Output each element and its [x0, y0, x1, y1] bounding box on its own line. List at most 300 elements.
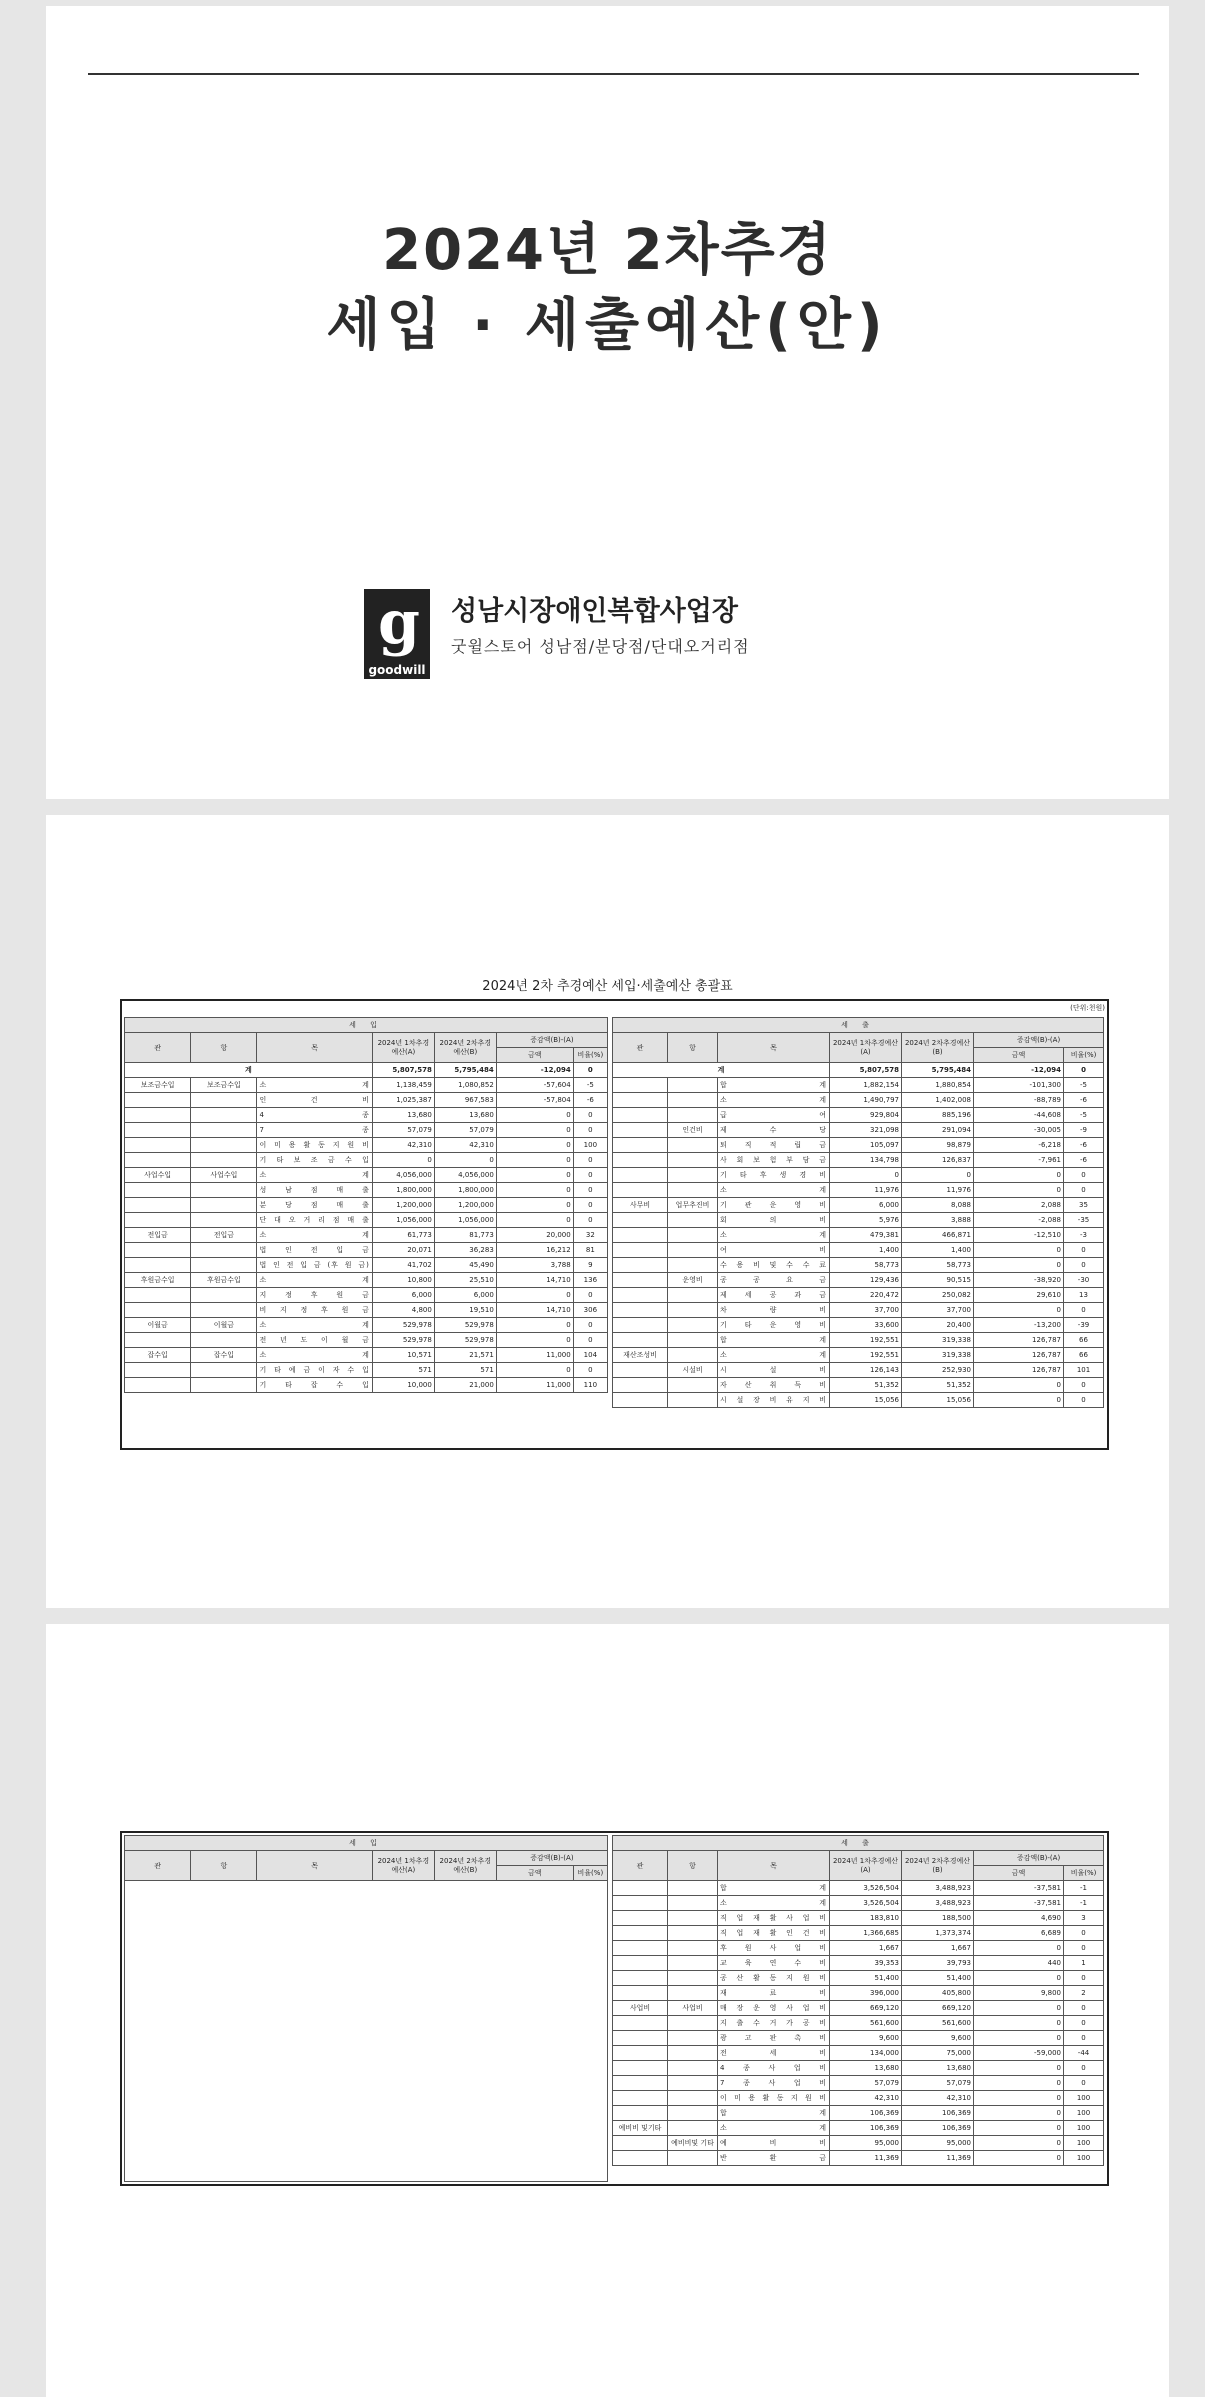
cell-gwan: 잡수입 [125, 1348, 191, 1363]
table-row [125, 1138, 608, 1153]
col-curr: 2024년 2차추경예산(B) [902, 1033, 974, 1063]
cell-ratio: 35 [1064, 1198, 1104, 1213]
cell-gwan: 재산조성비 [613, 1348, 668, 1363]
cell-ratio: -6 [1064, 1153, 1104, 1168]
cell-prev: 20,071 [372, 1243, 434, 1258]
cell-hang [668, 1288, 718, 1303]
cell-mok: 회 의 비 [718, 1213, 830, 1228]
cell-prev: 192,551 [830, 1333, 902, 1348]
cell-prev: 220,472 [830, 1288, 902, 1303]
table-row [125, 1333, 608, 1348]
cell-mok: 소 계 [257, 1318, 372, 1333]
col-ratio: 비율(%) [1064, 1866, 1104, 1881]
cell-curr: 8,088 [902, 1198, 974, 1213]
cell-mok: 제 세 공 과 금 [718, 1288, 830, 1303]
cell-curr: 291,094 [902, 1123, 974, 1138]
cell-prev: 1,800,000 [372, 1183, 434, 1198]
cell-diff: 29,610 [974, 1288, 1064, 1303]
cell-diff: 0 [974, 1971, 1064, 1986]
cell-ratio: -3 [1064, 1228, 1104, 1243]
cell-gwan [125, 1123, 191, 1138]
revenue-table-body-cont [125, 1881, 608, 2182]
cell-mok: 전 년 도 이 월 금 [257, 1333, 372, 1348]
cell-curr: 1,880,854 [902, 1078, 974, 1093]
cell-gwan [125, 1213, 191, 1228]
cell-mok: 지 출 수 거 가 공 비 [718, 2016, 830, 2031]
revenue-header: 세 입 [125, 1836, 608, 1851]
cell-gwan [125, 1303, 191, 1318]
cell-diff: 126,787 [974, 1333, 1064, 1348]
cell-curr: 39,793 [902, 1956, 974, 1971]
cell-prev: 41,702 [372, 1258, 434, 1273]
cell-diff: 0 [496, 1168, 573, 1183]
cell-prev: 1,200,000 [372, 1198, 434, 1213]
cell-ratio: 100 [1064, 2106, 1104, 2121]
total-diff: -12,094 [496, 1063, 573, 1078]
cell-curr: 106,369 [902, 2106, 974, 2121]
cell-curr: 13,680 [902, 2061, 974, 2076]
cell-gwan [613, 2061, 668, 2076]
table-row [613, 1378, 1104, 1393]
cell-prev: 58,773 [830, 1258, 902, 1273]
expense-section-cont [612, 1835, 1103, 2166]
cell-mok: 비 지 정 후 원 금 [257, 1303, 372, 1318]
cell-diff: -37,581 [974, 1881, 1064, 1896]
cell-diff: 0 [496, 1333, 573, 1348]
cell-diff: -7,961 [974, 1153, 1064, 1168]
cell-diff: 0 [974, 1941, 1064, 1956]
cell-hang [668, 1213, 718, 1228]
cell-curr: 126,837 [902, 1153, 974, 1168]
cell-prev: 321,098 [830, 1123, 902, 1138]
cell-ratio: 0 [573, 1288, 607, 1303]
cell-mok: 광 고 판 촉 비 [718, 2031, 830, 2046]
cell-prev: 57,079 [830, 2076, 902, 2091]
cell-prev: 529,978 [372, 1318, 434, 1333]
cell-ratio: -39 [1064, 1318, 1104, 1333]
cell-curr: 319,338 [902, 1333, 974, 1348]
organization-name: 성남시장애인복합사업장 [451, 596, 738, 627]
cell-gwan [613, 2151, 668, 2166]
table-row [613, 1318, 1104, 1333]
cell-curr: 13,680 [434, 1108, 496, 1123]
cell-prev: 4,056,000 [372, 1168, 434, 1183]
cell-mok: 예 비 비 [718, 2136, 830, 2151]
cell-diff: -37,581 [974, 1896, 1064, 1911]
cell-gwan [125, 1138, 191, 1153]
cell-ratio: 0 [1064, 2001, 1104, 2016]
cell-mok: 기 타 후 생 경 비 [718, 1168, 830, 1183]
cell-hang [191, 1213, 257, 1228]
col-ratio: 비율(%) [573, 1048, 607, 1063]
cell-ratio: 0 [573, 1153, 607, 1168]
cell-diff: 126,787 [974, 1363, 1064, 1378]
col-hang: 항 [668, 1033, 718, 1063]
table-row [613, 2136, 1104, 2151]
total-ratio: 0 [1064, 1063, 1104, 1078]
cell-mok: 4 종 [257, 1108, 372, 1123]
cell-prev: 13,680 [372, 1108, 434, 1123]
continuation-page [46, 1624, 1169, 2397]
cell-mok: 매 장 운 영 사 업 비 [718, 2001, 830, 2016]
cell-mok: 법 인 전 입 금 [257, 1243, 372, 1258]
cell-diff: -12,510 [974, 1228, 1064, 1243]
cell-mok: 기 타 보 조 금 수 입 [257, 1153, 372, 1168]
col-amount: 금액 [496, 1048, 573, 1063]
cell-gwan [613, 1153, 668, 1168]
table-row [613, 1896, 1104, 1911]
cell-ratio: 100 [1064, 2136, 1104, 2151]
cell-gwan [613, 1183, 668, 1198]
col-gwan: 관 [613, 1033, 668, 1063]
revenue-table-cont [124, 1835, 608, 2182]
cell-curr: 250,082 [902, 1288, 974, 1303]
cell-diff: 0 [496, 1363, 573, 1378]
cell-mok: 기 관 운 영 비 [718, 1198, 830, 1213]
cell-ratio: 0 [1064, 1971, 1104, 1986]
cell-prev: 106,369 [830, 2121, 902, 2136]
cell-diff: 0 [974, 2151, 1064, 2166]
cell-hang [668, 1168, 718, 1183]
summary-title: 2024년 2차 추경예산 세입·세출예산 총괄표 [482, 979, 733, 994]
cell-hang [668, 1153, 718, 1168]
table-row [125, 1108, 608, 1123]
cell-hang [668, 1228, 718, 1243]
logo-glyph: g [378, 588, 420, 658]
cell-prev: 571 [372, 1363, 434, 1378]
table-row [613, 2106, 1104, 2121]
total-label: 계 [125, 1063, 373, 1078]
col-hang: 항 [191, 1851, 257, 1881]
cell-prev: 561,600 [830, 2016, 902, 2031]
cell-hang [668, 1183, 718, 1198]
cell-gwan [125, 1333, 191, 1348]
col-diff: 증감액(B)-(A) [974, 1033, 1104, 1048]
cell-diff: 0 [974, 1243, 1064, 1258]
table-row [125, 1273, 608, 1288]
cell-gwan [125, 1258, 191, 1273]
cell-prev: 529,978 [372, 1333, 434, 1348]
cell-diff: 0 [974, 2001, 1064, 2016]
cell-diff: -57,804 [496, 1093, 573, 1108]
table-row [613, 2016, 1104, 2031]
table-row [613, 1168, 1104, 1183]
table-row [613, 1881, 1104, 1896]
cell-hang [191, 1288, 257, 1303]
cell-curr: 21,000 [434, 1378, 496, 1393]
cell-gwan [613, 1228, 668, 1243]
cell-curr: 1,200,000 [434, 1198, 496, 1213]
table-row [613, 1183, 1104, 1198]
total-ratio: 0 [573, 1063, 607, 1078]
cell-prev: 42,310 [830, 2091, 902, 2106]
cell-hang: 보조금수입 [191, 1078, 257, 1093]
cell-gwan: 예비비 및기타 [613, 2121, 668, 2136]
cell-hang: 인건비 [668, 1123, 718, 1138]
cell-diff: 0 [496, 1213, 573, 1228]
cell-hang [191, 1303, 257, 1318]
table-row [613, 1333, 1104, 1348]
cell-mok: 이 미 용 활 동 지 원 비 [257, 1138, 372, 1153]
cell-hang [668, 1896, 718, 1911]
cell-ratio: -9 [1064, 1123, 1104, 1138]
table-row [613, 2001, 1104, 2016]
cell-mok: 합 계 [718, 1078, 830, 1093]
cell-mok: 이 미 용 활 동 지 원 비 [718, 2091, 830, 2106]
cell-mok: 공 공 요 금 [718, 1273, 830, 1288]
cell-hang [668, 1956, 718, 1971]
cell-diff: 0 [974, 1393, 1064, 1408]
cell-ratio: 0 [1064, 1168, 1104, 1183]
cell-ratio: 0 [1064, 2076, 1104, 2091]
cell-mok: 반 환 금 [718, 2151, 830, 2166]
cell-gwan: 사업비 [613, 2001, 668, 2016]
cell-hang: 시설비 [668, 1363, 718, 1378]
cell-curr: 21,571 [434, 1348, 496, 1363]
total-prev: 5,807,578 [830, 1063, 902, 1078]
cell-prev: 95,000 [830, 2136, 902, 2151]
cell-prev: 3,526,504 [830, 1881, 902, 1896]
table-row [125, 1123, 608, 1138]
cell-diff: 0 [974, 1168, 1064, 1183]
cell-hang: 이월금 [191, 1318, 257, 1333]
cell-diff: 0 [496, 1123, 573, 1138]
cell-curr: 561,600 [902, 2016, 974, 2031]
cell-diff: 126,787 [974, 1348, 1064, 1363]
cell-curr: 25,510 [434, 1273, 496, 1288]
cell-curr: 57,079 [902, 2076, 974, 2091]
table-row [613, 1078, 1104, 1093]
table-row [613, 1258, 1104, 1273]
revenue-header: 세 입 [125, 1018, 608, 1033]
cell-mok: 직 업 재 활 인 건 비 [718, 1926, 830, 1941]
table-row [613, 1138, 1104, 1153]
cover-title-line1: 2024년 2차추경 [382, 218, 833, 283]
total-curr: 5,795,484 [902, 1063, 974, 1078]
expense-header: 세 출 [613, 1018, 1104, 1033]
col-amount: 금액 [974, 1048, 1064, 1063]
cell-gwan [613, 1971, 668, 1986]
cell-curr: 188,500 [902, 1911, 974, 1926]
cell-hang: 사업비 [668, 2001, 718, 2016]
cell-mok: 지 정 후 원 금 [257, 1288, 372, 1303]
organization-branches: 굿윌스토어 성남점/분당점/단대오거리점 [451, 637, 750, 656]
cell-diff: 0 [974, 1258, 1064, 1273]
cell-ratio: 136 [573, 1273, 607, 1288]
cell-curr: 81,773 [434, 1228, 496, 1243]
cell-hang [191, 1243, 257, 1258]
cell-curr: 1,400 [902, 1243, 974, 1258]
summary-page [46, 815, 1169, 1608]
cell-curr: 1,080,852 [434, 1078, 496, 1093]
col-diff: 증감액(B)-(A) [496, 1851, 607, 1866]
logo-wordmark: goodwill [364, 661, 430, 679]
cell-hang [668, 2076, 718, 2091]
cell-ratio: 0 [1064, 2031, 1104, 2046]
cell-mok: 시 설 비 [718, 1363, 830, 1378]
cell-mok: 합 계 [718, 2106, 830, 2121]
col-amount: 금액 [974, 1866, 1064, 1881]
cell-gwan [613, 1896, 668, 1911]
cell-diff: 11,000 [496, 1348, 573, 1363]
cell-hang [191, 1258, 257, 1273]
table-row [613, 2061, 1104, 2076]
cell-mok: 교 육 연 수 비 [718, 1956, 830, 1971]
cell-mok: 합 계 [718, 1881, 830, 1896]
cell-prev: 0 [372, 1153, 434, 1168]
cell-diff: 0 [974, 2031, 1064, 2046]
cell-gwan [613, 1273, 668, 1288]
cell-hang [668, 1303, 718, 1318]
cell-mok: 4 종 사 업 비 [718, 2061, 830, 2076]
table-row [613, 2151, 1104, 2166]
col-hang: 항 [668, 1851, 718, 1881]
cell-ratio: -44 [1064, 2046, 1104, 2061]
cell-hang [668, 1078, 718, 1093]
cell-diff: 0 [974, 1303, 1064, 1318]
col-ratio: 비율(%) [1064, 1048, 1104, 1063]
cell-curr: 885,196 [902, 1108, 974, 1123]
cell-hang [191, 1138, 257, 1153]
cell-ratio: 100 [1064, 2151, 1104, 2166]
cell-mok: 소 계 [718, 1348, 830, 1363]
cell-gwan: 이월금 [125, 1318, 191, 1333]
cell-ratio: 0 [1064, 1243, 1104, 1258]
cell-prev: 129,436 [830, 1273, 902, 1288]
cell-diff: 4,690 [974, 1911, 1064, 1926]
cell-mok: 수 용 비 및 수 수 료 [718, 1258, 830, 1273]
revenue-total-row [125, 1063, 608, 1078]
cell-hang [668, 1941, 718, 1956]
cell-ratio: 306 [573, 1303, 607, 1318]
cell-hang [191, 1198, 257, 1213]
cell-hang [191, 1183, 257, 1198]
cell-gwan [613, 2046, 668, 2061]
cell-gwan [613, 1123, 668, 1138]
cell-ratio: -5 [573, 1078, 607, 1093]
cell-curr: 90,515 [902, 1273, 974, 1288]
cell-mok: 분 당 점 매 출 [257, 1198, 372, 1213]
table-row [613, 2076, 1104, 2091]
cell-gwan [613, 1243, 668, 1258]
table-row [613, 1393, 1104, 1408]
cell-diff: -38,920 [974, 1273, 1064, 1288]
cell-ratio: 0 [1064, 1378, 1104, 1393]
cell-curr: 529,978 [434, 1318, 496, 1333]
cell-curr: 967,583 [434, 1093, 496, 1108]
cell-hang [668, 1971, 718, 1986]
cell-gwan [613, 1258, 668, 1273]
cell-mok: 기 타 운 영 비 [718, 1318, 830, 1333]
cell-ratio: 0 [1064, 1303, 1104, 1318]
table-row [125, 1303, 608, 1318]
empty-cell [125, 1881, 608, 2182]
table-row [613, 1363, 1104, 1378]
table-row [125, 1213, 608, 1228]
cell-curr: 45,490 [434, 1258, 496, 1273]
cell-curr: 11,369 [902, 2151, 974, 2166]
cell-diff: 0 [974, 2061, 1064, 2076]
summary-table-frame [120, 999, 1109, 1450]
cell-ratio: 0 [1064, 1926, 1104, 1941]
cell-curr: 20,400 [902, 1318, 974, 1333]
cell-gwan [613, 2136, 668, 2151]
cell-hang [191, 1123, 257, 1138]
cell-gwan: 보조금수입 [125, 1078, 191, 1093]
cell-ratio: 81 [573, 1243, 607, 1258]
cell-prev: 929,804 [830, 1108, 902, 1123]
cell-mok: 소 계 [257, 1168, 372, 1183]
cell-gwan [125, 1288, 191, 1303]
cell-hang [668, 1881, 718, 1896]
cell-curr: 9,600 [902, 2031, 974, 2046]
cell-diff: 0 [974, 2106, 1064, 2121]
cell-mok: 기 타 잡 수 입 [257, 1378, 372, 1393]
col-diff: 증감액(B)-(A) [496, 1033, 607, 1048]
col-mok: 목 [718, 1033, 830, 1063]
table-row [125, 1228, 608, 1243]
cell-ratio: 104 [573, 1348, 607, 1363]
cell-mok: 사 회 보 험 부 담 금 [718, 1153, 830, 1168]
col-prev: 2024년 1차추경예산(A) [830, 1851, 902, 1881]
cell-diff: 0 [496, 1318, 573, 1333]
table-row [125, 1198, 608, 1213]
table-row [613, 1288, 1104, 1303]
table-row [125, 1378, 608, 1393]
cell-ratio: 0 [573, 1318, 607, 1333]
table-row [125, 1093, 608, 1108]
cell-gwan [613, 2016, 668, 2031]
cell-hang [668, 2151, 718, 2166]
cell-prev: 61,773 [372, 1228, 434, 1243]
expense-table-body [613, 1063, 1104, 1408]
cell-prev: 10,800 [372, 1273, 434, 1288]
cell-prev: 33,600 [830, 1318, 902, 1333]
col-prev: 2024년 1차추경예산(A) [372, 1851, 434, 1881]
cell-curr: 319,338 [902, 1348, 974, 1363]
table-row [613, 1971, 1104, 1986]
cell-hang: 운영비 [668, 1273, 718, 1288]
cell-mok: 후 원 사 업 비 [718, 1941, 830, 1956]
cell-diff: 20,000 [496, 1228, 573, 1243]
cell-diff: 0 [496, 1108, 573, 1123]
cell-prev: 9,600 [830, 2031, 902, 2046]
cell-mok: 제 수 당 [718, 1123, 830, 1138]
cell-hang [191, 1333, 257, 1348]
cell-diff: 0 [496, 1288, 573, 1303]
cell-prev: 51,400 [830, 1971, 902, 1986]
cell-hang [668, 1926, 718, 1941]
cell-prev: 0 [830, 1168, 902, 1183]
expense-table-body-cont [613, 1881, 1104, 2166]
cell-hang: 잡수입 [191, 1348, 257, 1363]
cell-prev: 57,079 [372, 1123, 434, 1138]
revenue-section-cont [124, 1835, 608, 2182]
cell-diff: 440 [974, 1956, 1064, 1971]
cell-gwan [613, 1941, 668, 1956]
col-prev: 2024년 1차추경예산(A) [372, 1033, 434, 1063]
cell-ratio: -6 [1064, 1093, 1104, 1108]
cell-prev: 396,000 [830, 1986, 902, 2001]
cell-diff: -13,200 [974, 1318, 1064, 1333]
cell-ratio: 13 [1064, 1288, 1104, 1303]
cell-mok: 합 계 [718, 1333, 830, 1348]
cell-diff: -101,300 [974, 1078, 1064, 1093]
cell-diff: 0 [496, 1198, 573, 1213]
cell-curr: 1,667 [902, 1941, 974, 1956]
cell-curr: 1,056,000 [434, 1213, 496, 1228]
cell-prev: 1,400 [830, 1243, 902, 1258]
